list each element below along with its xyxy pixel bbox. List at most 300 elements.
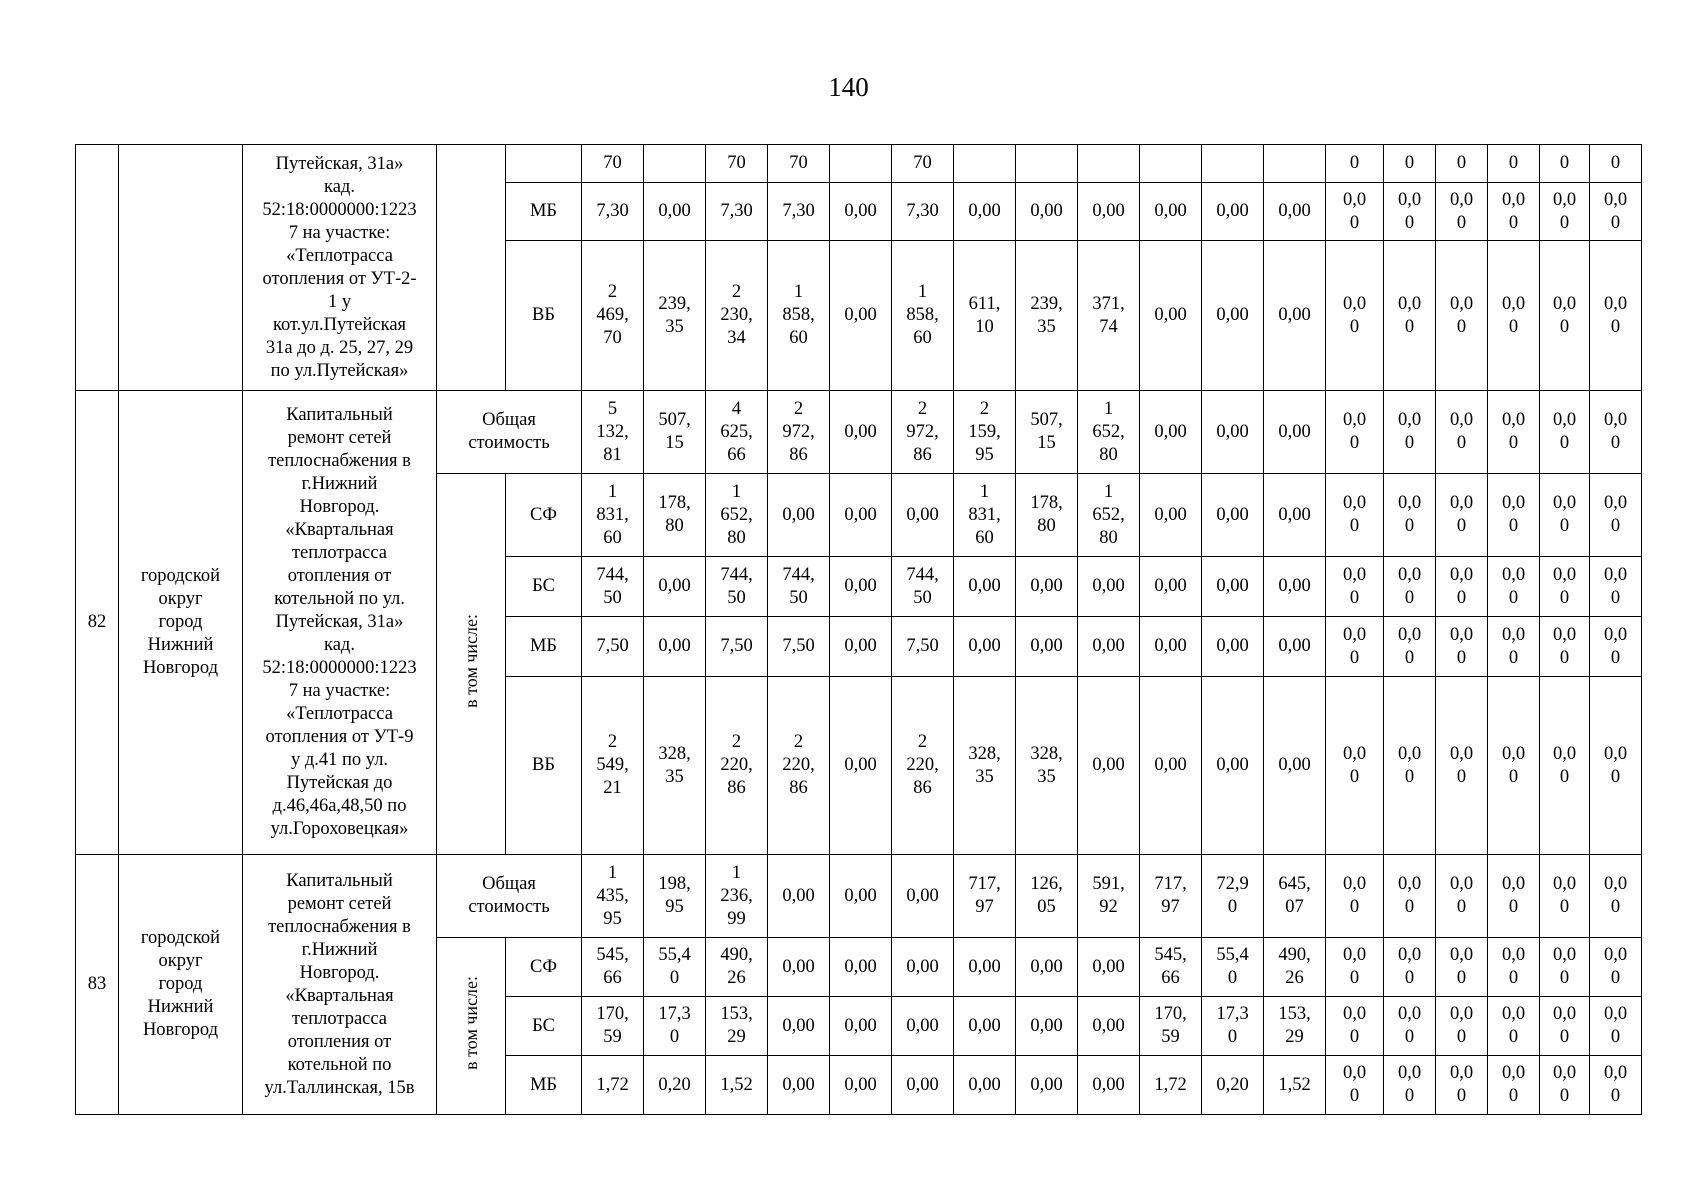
- cell-line: 0,00: [1030, 576, 1063, 596]
- value-cell: [582, 183, 644, 241]
- cell-line: 549,: [596, 755, 629, 775]
- value-cell: [768, 145, 830, 183]
- cell-line: 1: [731, 862, 742, 883]
- cell-line: стоимость: [468, 897, 550, 917]
- cell-line: 7,30: [596, 201, 629, 221]
- cell-line: 0,00: [782, 504, 815, 525]
- value-cell: [1078, 855, 1140, 938]
- cell-line: 0: [1349, 587, 1360, 608]
- cell-line: 0: [1559, 433, 1570, 453]
- cell-line: 0: [1610, 897, 1621, 917]
- cell-line: 0,0: [1342, 293, 1367, 314]
- cell-line: 0,0: [1397, 1004, 1422, 1024]
- cell-line: 5: [607, 398, 618, 419]
- value-cell: [1488, 677, 1540, 855]
- funding-source-label: ВБ: [506, 677, 582, 855]
- value-cell: [1078, 617, 1140, 677]
- cell-line: 0: [669, 968, 680, 988]
- value-cell: [1202, 938, 1264, 997]
- value-cell: [954, 617, 1016, 677]
- value-cell: [1264, 145, 1326, 183]
- value-cell: [644, 145, 706, 183]
- cell-line: 0: [1508, 1086, 1519, 1106]
- value-cell: [1264, 391, 1326, 474]
- value-cell: [1590, 997, 1642, 1056]
- value-cell: [954, 557, 1016, 617]
- value-cell: [644, 391, 706, 474]
- cell-line: 0: [1508, 647, 1519, 668]
- cell-line: 0: [1610, 153, 1621, 173]
- cell-line: 0,00: [1030, 1074, 1063, 1095]
- value-cell: [644, 677, 706, 855]
- including-label-cell: [437, 145, 506, 391]
- cell-line: 1: [979, 481, 990, 502]
- cell-line: 0,00: [844, 576, 877, 596]
- cell-line: 0: [669, 1027, 680, 1047]
- cell-line: 70: [603, 328, 622, 348]
- description-cell: [243, 145, 437, 391]
- cell-line: Путейская, 31а»: [275, 153, 404, 174]
- cell-line: 545,: [1154, 945, 1187, 965]
- cell-line: 50: [727, 587, 746, 608]
- cell-line: 0: [1559, 968, 1570, 988]
- cell-line: 0,00: [1030, 1015, 1063, 1036]
- cell-line: 220,: [720, 755, 753, 775]
- row-number-cell: 82: [76, 391, 119, 855]
- value-cell: [1436, 677, 1488, 855]
- funding-source-label: ВБ: [506, 241, 582, 391]
- cell-line: 0,00: [1092, 956, 1125, 977]
- cell-line: 0,0: [1501, 624, 1526, 645]
- value-cell: [1140, 617, 1202, 677]
- cell-line: 625,: [720, 421, 753, 442]
- cell-line: округ: [158, 589, 203, 609]
- cell-line: 220,: [906, 755, 939, 775]
- cell-line: 239,: [658, 293, 691, 314]
- value-cell: [1016, 617, 1078, 677]
- value-cell: [1078, 677, 1140, 855]
- value-cell: [1488, 1056, 1540, 1115]
- cell-line: 198,: [658, 874, 691, 894]
- cell-line: 92: [1099, 897, 1118, 917]
- cell-line: 0: [1404, 1027, 1415, 1047]
- value-cell: [1264, 677, 1326, 855]
- value-cell: [954, 183, 1016, 241]
- cell-line: 0,0: [1552, 189, 1577, 210]
- value-cell: [1016, 557, 1078, 617]
- value-cell: [1590, 855, 1642, 938]
- value-cell: [1540, 183, 1590, 241]
- cell-line: отопления от: [287, 1031, 392, 1052]
- value-cell: [1590, 145, 1642, 183]
- cell-line: 0: [1508, 968, 1519, 988]
- cell-line: 0,0: [1552, 624, 1577, 645]
- funding-source-label: МБ: [506, 183, 582, 241]
- funding-source-label: СФ: [506, 474, 582, 557]
- cell-line: 507,: [658, 410, 691, 430]
- value-cell: [644, 183, 706, 241]
- cell-line: 469,: [596, 305, 629, 325]
- value-cell: [1016, 391, 1078, 474]
- cell-line: 0,0: [1449, 493, 1474, 513]
- value-cell: [768, 677, 830, 855]
- cell-line: 86: [913, 444, 932, 465]
- cell-line: 0,0: [1603, 945, 1628, 965]
- cell-line: 0,0: [1501, 189, 1526, 210]
- cell-line: 0,0: [1501, 945, 1526, 965]
- cell-line: 1,72: [596, 1074, 629, 1095]
- cell-line: 70: [727, 153, 746, 173]
- cell-line: 0,0: [1603, 564, 1628, 585]
- cell-line: 0: [1610, 212, 1621, 233]
- cell-line: 0,00: [782, 1074, 815, 1095]
- value-cell: [1202, 997, 1264, 1056]
- cell-line: 1,52: [1278, 1074, 1311, 1095]
- value-cell: [892, 391, 954, 474]
- value-cell: [644, 1056, 706, 1115]
- cell-line: 0,00: [1030, 956, 1063, 977]
- municipality-cell: [119, 855, 243, 1115]
- cell-line: 831,: [968, 504, 1001, 525]
- table-row: [76, 145, 1642, 183]
- cell-line: 1: [731, 481, 742, 502]
- cell-line: 0: [1456, 968, 1467, 988]
- value-cell: [1326, 1056, 1384, 1115]
- cell-line: 0,0: [1397, 874, 1422, 894]
- cell-line: 1: [1103, 481, 1114, 502]
- cell-line: 717,: [968, 874, 1001, 894]
- cell-line: 0: [1404, 587, 1415, 608]
- value-cell: [706, 557, 768, 617]
- value-cell: [954, 677, 1016, 855]
- cell-line: 0,0: [1342, 564, 1367, 585]
- value-cell: [1436, 855, 1488, 938]
- cell-line: Новгород: [142, 658, 219, 678]
- cell-line: 55,4: [1216, 945, 1249, 965]
- cell-line: 0,0: [1397, 564, 1422, 585]
- cell-line: 0,00: [1154, 305, 1187, 325]
- cell-line: 70: [913, 153, 932, 173]
- value-cell: [1540, 474, 1590, 557]
- cell-line: 95: [603, 908, 622, 929]
- cell-line: 95: [665, 897, 684, 917]
- cell-line: 0,00: [1278, 576, 1311, 596]
- value-cell: [1590, 391, 1642, 474]
- cell-line: Новгород.: [299, 962, 380, 983]
- value-cell: [1326, 617, 1384, 677]
- cell-line: 97: [1161, 897, 1180, 917]
- value-cell: [1488, 997, 1540, 1056]
- value-cell: [892, 677, 954, 855]
- value-cell: [1202, 145, 1264, 183]
- cell-line: 35: [1037, 766, 1056, 787]
- value-cell: [954, 938, 1016, 997]
- cell-line: д.46,46а,48,50 по: [272, 796, 407, 816]
- value-cell: [1384, 145, 1436, 183]
- cell-line: 0,00: [1030, 201, 1063, 221]
- cell-line: «Квартальная: [285, 520, 394, 540]
- cell-line: 230,: [720, 305, 753, 325]
- cell-line: 0,0: [1342, 1004, 1367, 1024]
- cell-line: 0,00: [1278, 504, 1311, 525]
- value-cell: [1264, 938, 1326, 997]
- value-cell: [1590, 677, 1642, 855]
- value-cell: [1016, 1056, 1078, 1115]
- value-cell: [768, 183, 830, 241]
- cell-line: 2: [917, 732, 928, 752]
- value-cell: [706, 677, 768, 855]
- cell-line: 0: [1559, 1027, 1570, 1047]
- cell-line: 60: [913, 328, 932, 348]
- cell-line: 95: [975, 444, 994, 465]
- cell-line: 0: [1349, 647, 1360, 668]
- value-cell: [768, 474, 830, 557]
- cell-line: 0: [1349, 1086, 1360, 1106]
- value-cell: [1326, 241, 1384, 391]
- value-cell: [1540, 677, 1590, 855]
- value-cell: [1078, 391, 1140, 474]
- value-cell: [892, 145, 954, 183]
- value-cell: [830, 241, 892, 391]
- cell-line: 0,00: [1092, 1015, 1125, 1036]
- cell-line: 0,00: [1154, 504, 1187, 525]
- cell-line: 0,00: [1278, 636, 1311, 656]
- cell-line: г.Нижний: [301, 474, 378, 494]
- cell-line: 0,00: [1278, 421, 1311, 442]
- value-cell: [768, 938, 830, 997]
- value-cell: [1016, 677, 1078, 855]
- cell-line: 0,0: [1552, 293, 1577, 314]
- value-cell: [1488, 617, 1540, 677]
- value-cell: [768, 617, 830, 677]
- value-cell: [892, 855, 954, 938]
- cell-line: 86: [727, 778, 746, 798]
- value-cell: [1488, 241, 1540, 391]
- value-cell: [1436, 391, 1488, 474]
- cell-line: 60: [603, 527, 622, 548]
- value-cell: [1078, 938, 1140, 997]
- value-cell: [706, 997, 768, 1056]
- value-cell: [892, 1056, 954, 1115]
- cell-line: 0,0: [1501, 874, 1526, 894]
- value-cell: [1016, 997, 1078, 1056]
- cell-line: 0,00: [1092, 755, 1125, 775]
- cell-line: 7 на участке:: [288, 222, 391, 243]
- cell-line: 34: [727, 328, 746, 348]
- value-cell: [582, 938, 644, 997]
- cell-line: 86: [913, 778, 932, 798]
- cell-line: 0,00: [658, 576, 691, 596]
- cell-line: 0,0: [1603, 1063, 1628, 1083]
- value-cell: [768, 241, 830, 391]
- cell-line: 0,00: [782, 885, 815, 906]
- cell-line: кот.ул.Путейская: [272, 314, 407, 335]
- cell-line: стоимость: [468, 433, 550, 453]
- cell-line: 50: [789, 587, 808, 608]
- cell-line: 0,0: [1342, 874, 1367, 894]
- cell-line: 0,00: [782, 1015, 815, 1036]
- cell-line: кад.: [324, 635, 355, 655]
- cell-line: 0: [1508, 153, 1519, 173]
- cell-line: 0: [1456, 212, 1467, 233]
- cell-line: 0,0: [1501, 493, 1526, 513]
- value-cell: [1078, 997, 1140, 1056]
- cell-line: 0: [1456, 647, 1467, 668]
- cell-line: 0,00: [1216, 305, 1249, 325]
- value-cell: [1488, 474, 1540, 557]
- cell-line: 70: [603, 153, 622, 173]
- cell-line: 0,0: [1397, 293, 1422, 314]
- value-cell: [706, 855, 768, 938]
- cell-line: Новгород: [142, 1020, 219, 1040]
- cell-line: 0,0: [1397, 624, 1422, 645]
- value-cell: [1384, 474, 1436, 557]
- value-cell: [768, 855, 830, 938]
- cell-line: 0,0: [1603, 189, 1628, 210]
- cell-line: 0,0: [1342, 189, 1367, 210]
- cell-line: 0,0: [1603, 874, 1628, 894]
- cell-line: 0,0: [1603, 293, 1628, 314]
- value-cell: [1488, 145, 1540, 183]
- cell-line: 0,00: [1216, 504, 1249, 525]
- including-label: в том числе:: [460, 975, 481, 1070]
- value-cell: [1590, 241, 1642, 391]
- cell-line: 0,0: [1449, 743, 1474, 764]
- cell-line: 1: [1103, 398, 1114, 419]
- value-cell: [644, 855, 706, 938]
- cell-line: 371,: [1092, 293, 1125, 314]
- cell-line: 0,0: [1449, 624, 1474, 645]
- cell-line: 0,0: [1449, 1004, 1474, 1024]
- cell-line: 2: [979, 398, 990, 419]
- value-cell: [706, 938, 768, 997]
- value-cell: [1436, 1056, 1488, 1115]
- cell-line: 0,0: [1342, 410, 1367, 430]
- funding-source-label: БС: [506, 557, 582, 617]
- cell-line: 0,0: [1603, 493, 1628, 513]
- value-cell: [1078, 241, 1140, 391]
- cell-line: 0: [1610, 647, 1621, 668]
- cell-line: 21: [603, 778, 622, 798]
- cell-line: 545,: [596, 945, 629, 965]
- cell-line: 0: [1508, 766, 1519, 787]
- cell-line: 0,20: [1216, 1074, 1249, 1095]
- value-cell: [644, 474, 706, 557]
- cell-line: 2: [731, 282, 742, 302]
- value-cell: [830, 617, 892, 677]
- cell-line: 652,: [720, 504, 753, 525]
- cell-line: 0,00: [1216, 755, 1249, 775]
- value-cell: [1202, 474, 1264, 557]
- value-cell: [1540, 855, 1590, 938]
- cell-line: 126,: [1030, 874, 1063, 894]
- cell-line: Общая: [482, 410, 536, 430]
- cell-line: отопления от: [287, 566, 392, 586]
- value-cell: [892, 241, 954, 391]
- cell-line: 31а до д. 25, 27, 29: [265, 337, 414, 358]
- cell-line: 80: [1037, 516, 1056, 536]
- value-cell: [644, 938, 706, 997]
- value-cell: [1384, 855, 1436, 938]
- value-cell: [582, 1056, 644, 1115]
- cell-line: 0: [1559, 316, 1570, 337]
- value-cell: [1326, 183, 1384, 241]
- cell-line: 744,: [782, 564, 815, 585]
- cell-line: 0: [1508, 1027, 1519, 1047]
- cell-line: Путейская до: [286, 773, 393, 793]
- cell-line: 153,: [1278, 1004, 1311, 1024]
- value-cell: [830, 183, 892, 241]
- cell-line: 0: [1456, 316, 1467, 337]
- value-cell: [1540, 997, 1590, 1056]
- cell-line: 178,: [658, 493, 691, 513]
- value-cell: [582, 677, 644, 855]
- cell-line: 0,0: [1501, 1063, 1526, 1083]
- value-cell: [582, 391, 644, 474]
- page-number: 140: [828, 72, 869, 102]
- cell-line: 0,0: [1342, 945, 1367, 965]
- value-cell: [768, 391, 830, 474]
- cell-line: 0: [1610, 516, 1621, 536]
- cell-line: 0: [1508, 212, 1519, 233]
- value-cell: [1326, 938, 1384, 997]
- value-cell: [1016, 145, 1078, 183]
- cell-line: 0: [1404, 516, 1415, 536]
- municipality-cell: [119, 145, 243, 391]
- cell-line: 59: [1161, 1027, 1180, 1047]
- value-cell: [1488, 938, 1540, 997]
- value-cell: [1436, 938, 1488, 997]
- cell-line: 66: [727, 444, 746, 465]
- cell-line: 0: [1456, 516, 1467, 536]
- value-cell: [1078, 1056, 1140, 1115]
- cell-line: 435,: [596, 885, 629, 906]
- cell-line: 66: [603, 968, 622, 988]
- cell-line: 7 на участке:: [288, 681, 391, 701]
- cell-line: «Теплотрасса: [286, 245, 393, 266]
- cell-line: Капитальный: [286, 405, 393, 425]
- value-cell: [1202, 183, 1264, 241]
- value-cell: [706, 474, 768, 557]
- cell-line: 26: [727, 968, 746, 988]
- cell-line: «Теплотрасса: [286, 704, 393, 724]
- value-cell: [1436, 241, 1488, 391]
- value-cell: [1384, 183, 1436, 241]
- cell-line: 70: [789, 153, 808, 173]
- cell-line: ул.Гороховецкая»: [270, 819, 409, 839]
- value-cell: [892, 474, 954, 557]
- cell-line: 132,: [596, 421, 629, 442]
- cell-line: 0,00: [1216, 201, 1249, 221]
- cell-line: 0: [1508, 897, 1519, 917]
- value-cell: [1540, 557, 1590, 617]
- cell-line: 35: [665, 316, 684, 337]
- value-cell: [1488, 855, 1540, 938]
- value-cell: [1540, 391, 1590, 474]
- value-cell: [1140, 241, 1202, 391]
- cell-line: 0: [1456, 1086, 1467, 1106]
- cell-line: 0: [1349, 516, 1360, 536]
- cell-line: 0: [1456, 433, 1467, 453]
- value-cell: [644, 617, 706, 677]
- including-label-cell: [437, 474, 506, 855]
- cell-line: 507,: [1030, 410, 1063, 430]
- cell-line: 611,: [968, 293, 1001, 314]
- value-cell: [1264, 183, 1326, 241]
- cell-line: 72,9: [1216, 874, 1249, 894]
- cell-line: 0,00: [968, 1074, 1001, 1095]
- cell-line: 86: [789, 444, 808, 465]
